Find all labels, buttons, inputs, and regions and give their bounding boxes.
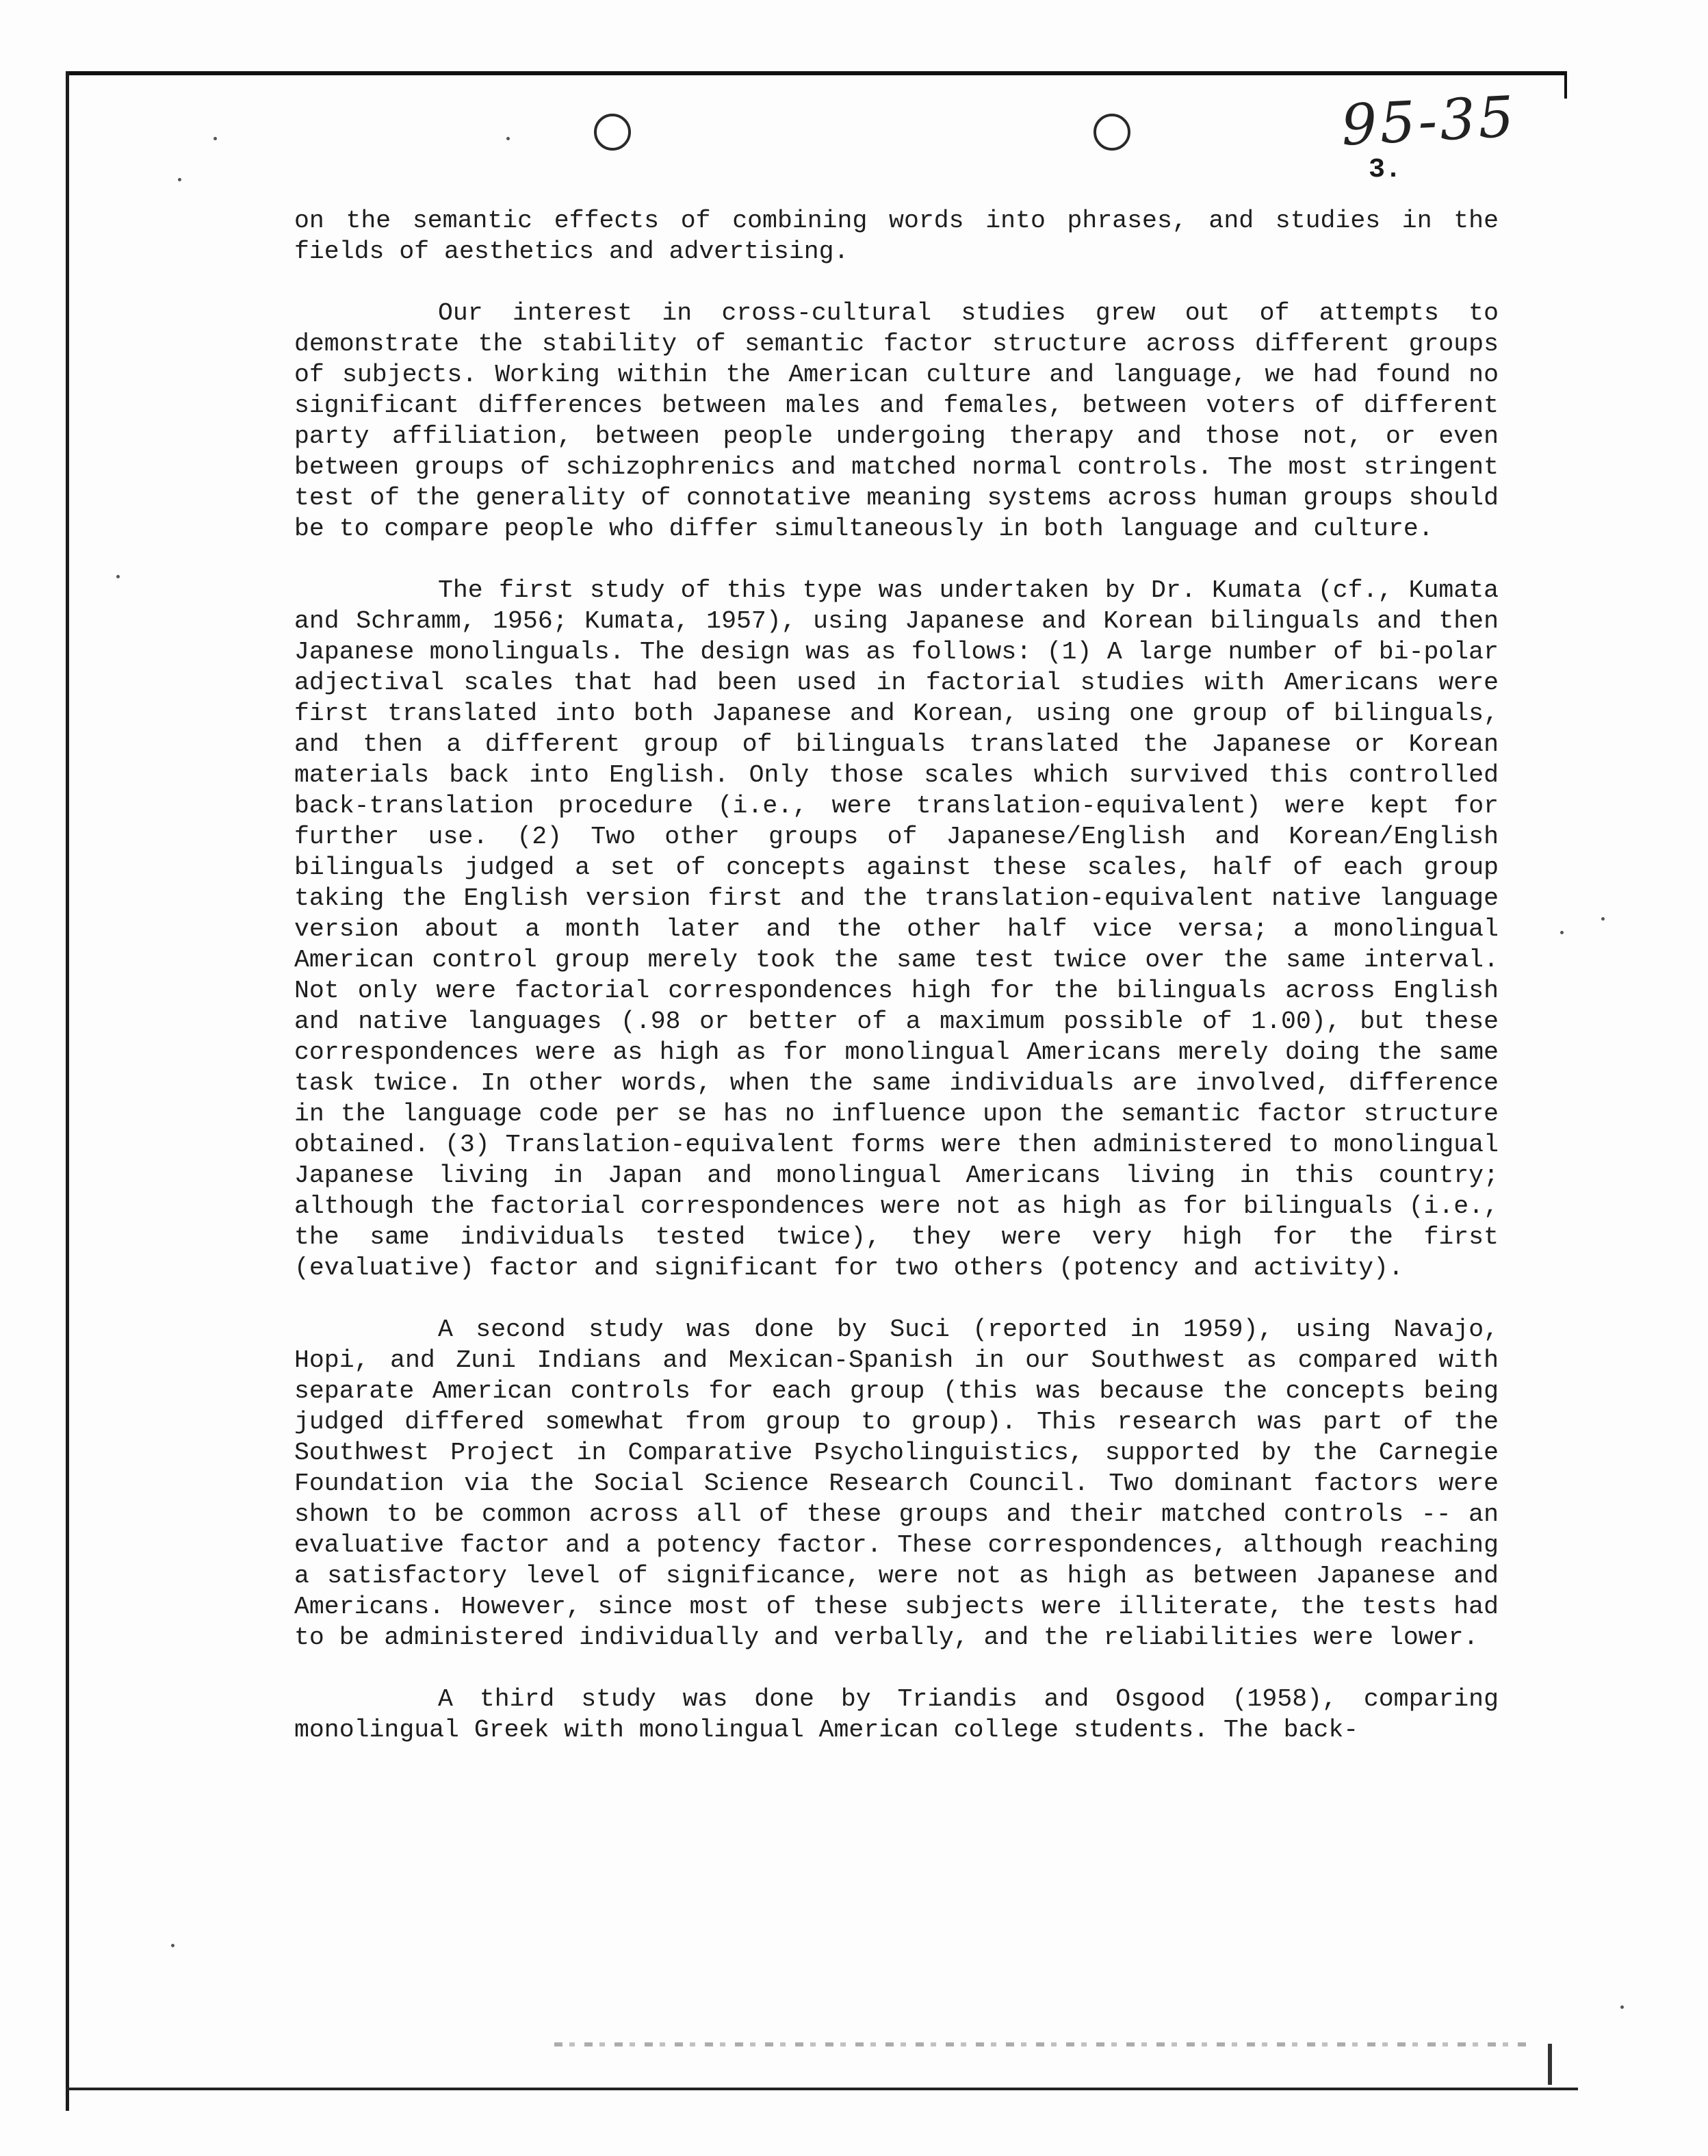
page-number: 3. (1369, 155, 1402, 185)
scan-speck (1601, 917, 1605, 921)
document-body (294, 205, 1499, 1776)
punch-hole-icon (1094, 114, 1130, 151)
paragraph-continuation: on the semantic effects of combining words into phrases, and studies in the fields of aesthetics and advertising. (294, 207, 1499, 266)
paragraph-third-study: A third study was done by Triandis and Osgood (1958), comparing monolingual Greek with monolingual American college students. The back- (294, 1685, 1499, 1744)
paragraph-second-study: A second study was done by Suci (reported in 1959), using Navajo, Hopi, and Zuni Indians and Mexican-Spanish in our Southwest as compared with separate American controls for each group (this was because the concepts being judged differed somewhat from group to group). This research was part of the Southwest Project in Comparative Psycholinguistics, supported by the Carnegie Foundation via the Social Science Research Council. Two dominant factors were shown to be common across all of these groups and their matched controls -- an evaluative factor and a potency factor. These correspondences, although reaching a satisfactory level of significance, were not as high as between Japanese and Americans. However, since most of these subjects were illiterate, the tests had to be administered individually and verbally, and the reliabilities were lower. (294, 1316, 1499, 1652)
scan-artifact-line (554, 2042, 1526, 2046)
scan-speck (171, 1944, 174, 1947)
punch-hole-icon (594, 114, 631, 151)
scan-speck (506, 137, 510, 140)
scan-speck (1560, 931, 1564, 934)
scan-speck (178, 178, 181, 181)
scan-artifact-bracket (1548, 2044, 1552, 2085)
scan-speck (1620, 2005, 1624, 2009)
handwritten-annotation: 95-35 (1339, 84, 1518, 159)
scan-speck (214, 137, 217, 140)
scan-speck (116, 575, 120, 578)
scan-edge-right (1564, 71, 1567, 99)
paragraph-first-study: The first study of this type was undertaken by Dr. Kumata (cf., Kumata and Schramm, 1956; Kumata, 1957), using Japanese and Korean bilinguals and then Japanese monolinguals. The design was as follows: (1) A large number of bi-polar adjectival scales that had been used in factorial studies with Americans were first translated into both Japanese and Korean, using one group of bilinguals, and then a different group of bilinguals translated the Japanese or Korean materials back into English. Only those scales which survived this controlled back-translation procedure (i.e., were translation-equivalent) were kept for further use. (2) Two other groups of Japanese/English and Korean/English bilinguals judged a set of concepts against these scales, half of each group taking the English version first and the translation-equivalent native language version about a month later and the other half vice versa; a monolingual American control group merely took the same test twice over the same interval. Not only were factorial correspondences high for the bilinguals across English and native languages (.98 or better of a maximum possible of 1.00), but these correspondences were as high as for monolingual Americans merely doing the same task twice. In other words, when the same individuals are involved, difference in the language code per se has no influence upon the semantic factor structure obtained. (3) Translation-equivalent forms were then administered to monolingual Japanese living in Japan and monolingual Americans living in this country; although the factorial correspondences were not as high as for bilinguals (i.e., the same individuals tested twice), they were very high for the first (evaluative) factor and significant for two others (potency and activity). (294, 576, 1499, 1282)
scan-edge-left (66, 71, 69, 2111)
scan-edge-top (66, 71, 1564, 75)
paragraph-cross-cultural-interest: Our interest in cross-cultural studies grew out of attempts to demonstrate the stability of semantic factor structure across different groups of subjects. Working within the American culture and language, we had found no significant differences between males and females, between voters of different party affiliation, between people undergoing therapy and those not, or even between groups of schizophrenics and matched normal controls. The most stringent test of the generality of connotative meaning systems across human groups should be to compare people who differ simultaneously in both language and culture. (294, 299, 1499, 543)
scan-edge-bottom (66, 2088, 1578, 2090)
